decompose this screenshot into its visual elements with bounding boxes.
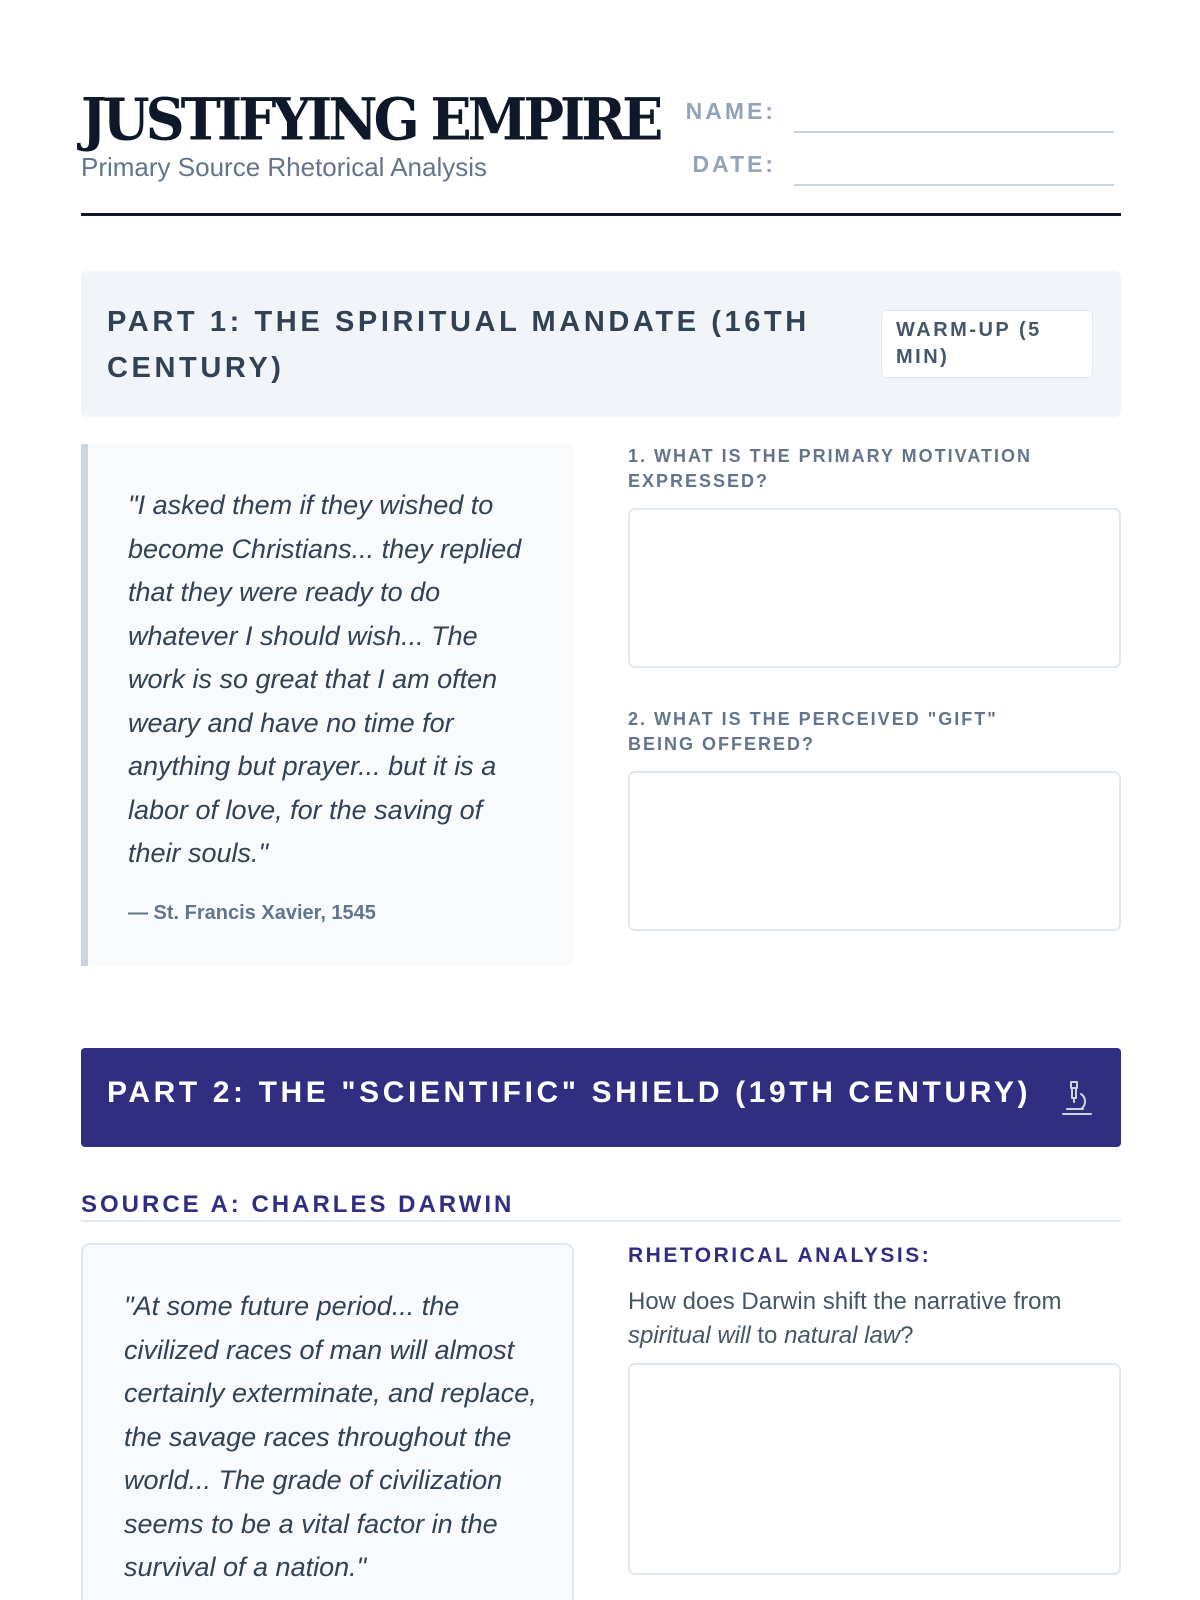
microscope-icon	[1057, 1078, 1097, 1118]
question-prefix: How does Darwin shift the narrative from	[628, 1288, 1062, 1315]
rhetorical-analysis-question	[628, 1285, 1108, 1353]
question-1-answer-box[interactable]	[628, 508, 1121, 668]
part1-header	[81, 271, 1121, 417]
darwin-quote: "At some future period... the civilized races of man will almost certainly exterminate, and replace, the savage races throughout the world... The grade of civilization seems to be a vital factor in the survival of a nation."	[124, 1291, 537, 1582]
xavier-quote-card	[81, 444, 574, 966]
worksheet-header	[81, 84, 1121, 218]
date-input-line[interactable]	[794, 184, 1114, 186]
page-subtitle: Primary Source Rhetorical Analysis	[81, 152, 488, 182]
source-a-label: SOURCE A: CHARLES DARWIN	[81, 1191, 515, 1218]
xavier-attribution: — St. Francis Xavier, 1545	[128, 902, 376, 924]
question-middle: to	[750, 1322, 785, 1349]
header-divider	[81, 213, 1121, 216]
name-field[interactable]	[676, 98, 1114, 125]
date-label: DATE:	[692, 151, 776, 177]
part1-title: PART 1: THE SPIRITUAL MANDATE (16TH CENTURY)	[107, 306, 810, 384]
warmup-badge: WARM-UP (5 MIN)	[881, 310, 1093, 378]
question-term-natural-law: natural law	[784, 1322, 901, 1349]
question-term-spiritual-will: spiritual will	[628, 1322, 751, 1349]
darwin-quote-card	[81, 1243, 574, 1600]
question-2-label: 2. WHAT IS THE PERCEIVED "GIFT" BEING OFFERED?	[628, 709, 998, 754]
question-suffix: ?	[900, 1322, 914, 1349]
xavier-quote: "I asked them if they wished to become Christians... they replied that they were ready to do whatever I should wish... The work is so great that I am often weary and have no time for anything but prayer... but it is a labor of love, for the saving of their souls."	[128, 490, 522, 868]
date-field[interactable]	[676, 151, 1114, 178]
question-1-label: 1. WHAT IS THE PRIMARY MOTIVATION EXPRESSED?	[628, 446, 1033, 491]
name-input-line[interactable]	[794, 131, 1114, 133]
name-label: NAME:	[685, 98, 776, 124]
rhetorical-analysis-label: RHETORICAL ANALYSIS:	[628, 1244, 932, 1267]
rhetorical-analysis-answer-box[interactable]	[628, 1363, 1121, 1575]
part2-title: PART 2: THE "SCIENTIFIC" SHIELD (19TH CENTURY)	[107, 1076, 1032, 1109]
question-2-answer-box[interactable]	[628, 771, 1121, 931]
part2-header	[81, 1048, 1121, 1147]
page-title: JUSTIFYING EMPIRE	[81, 84, 660, 154]
source-a-divider	[81, 1220, 1121, 1222]
